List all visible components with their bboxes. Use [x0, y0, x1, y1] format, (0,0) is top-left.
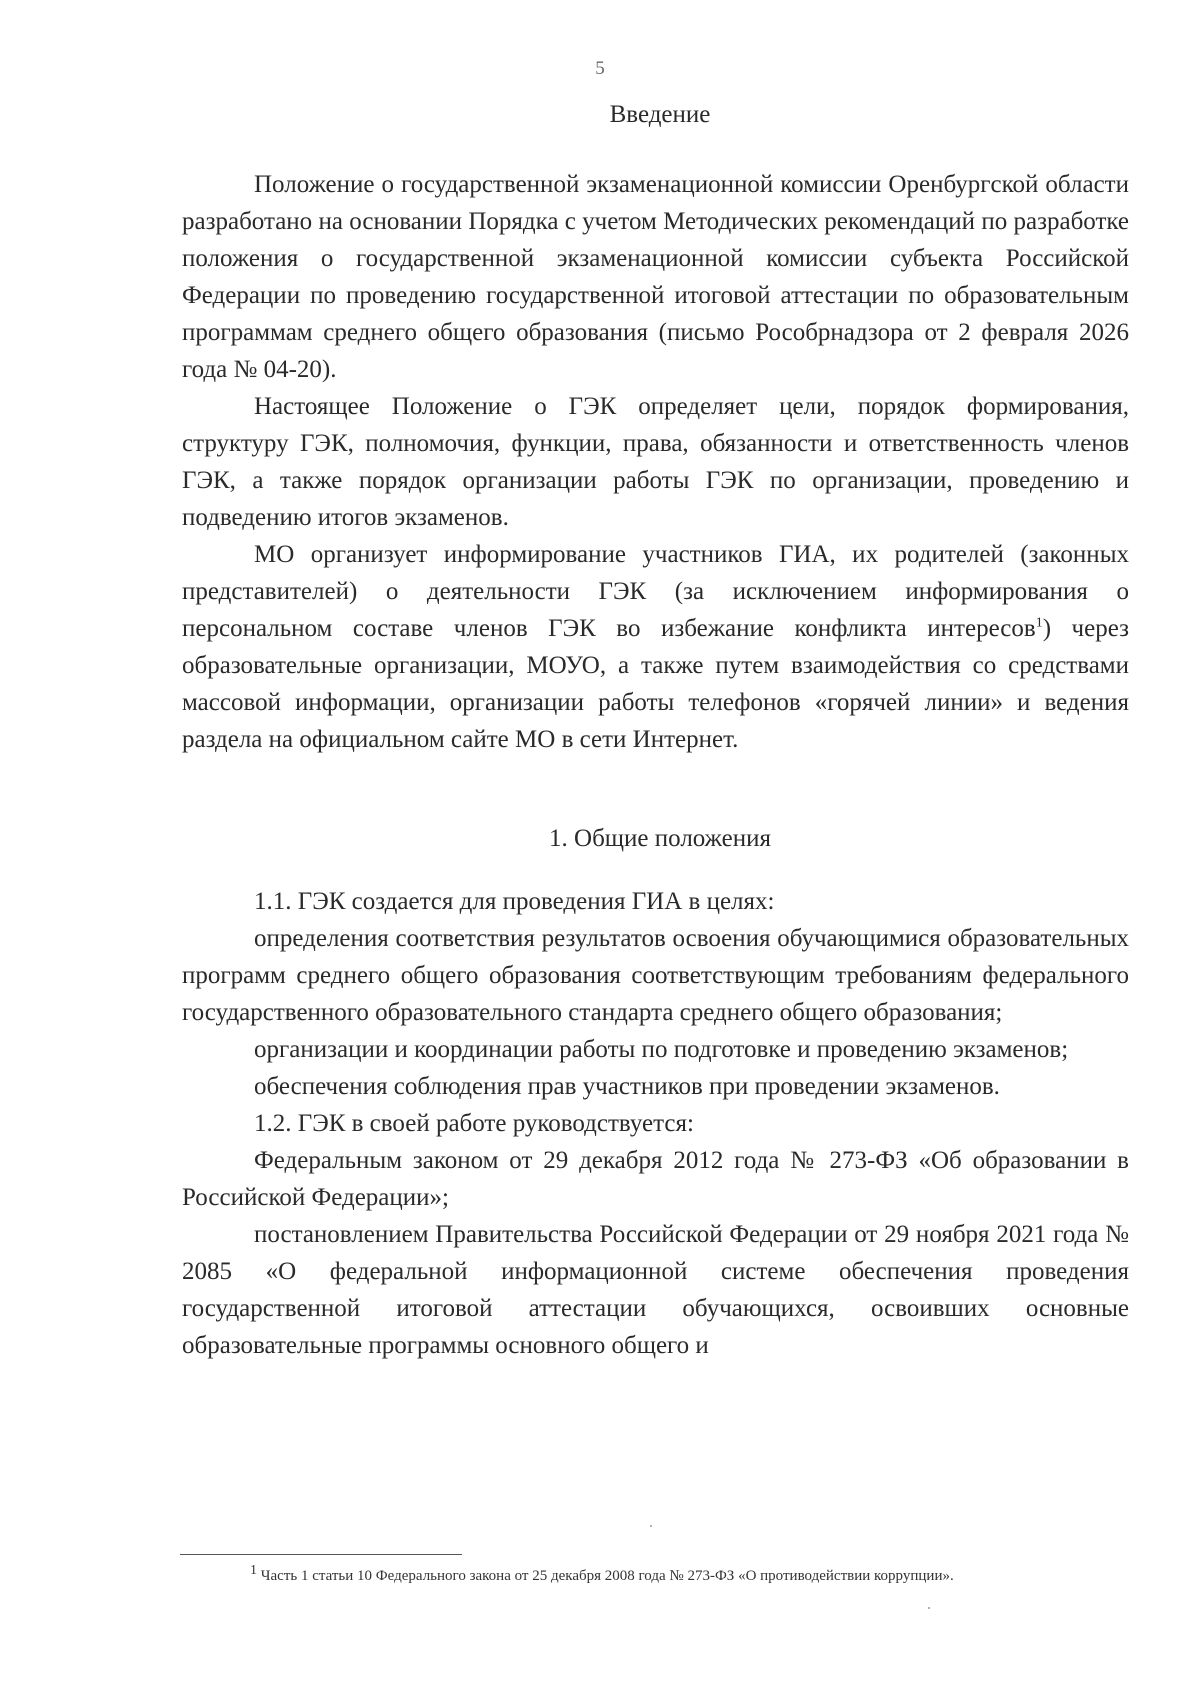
scan-speck: [650, 1525, 652, 1527]
section-1-paragraph: Федеральным законом от 29 декабря 2012 года № 273-ФЗ «Об образовании в Российской Федерации»;: [182, 1147, 1129, 1211]
footnote: [180, 1565, 1130, 1588]
section-1-paragraph: организации и координации работы по подготовке и проведению экзаменов;: [254, 1036, 1069, 1063]
footnote-separator: [180, 1554, 462, 1555]
section-1-paragraph: постановлением Правительства Российской Федерации от 29 ноября 2021 года № 2085 «О федеральной информационной системе обеспечения проведения государственной итоговой аттестации обучающихся, освоивших основные образовательные программы основного общего и: [182, 1221, 1129, 1359]
page-number: 5: [595, 58, 605, 79]
intro-text: [182, 166, 1129, 758]
intro-paragraph-3-start: МО организует информирование участников ГИА, их родителей (законных представителей) о деятельности ГЭК (за исключением информирования о персональном составе членов ГЭК во избежание конфликта интересов: [182, 541, 1129, 642]
footnote-marker: 1: [250, 1563, 257, 1578]
intro-paragraph-1: Положение о государственной экзаменационной комиссии Оренбургской области разработано на основании Порядка с учетом Методических рекомендаций по разработке положения о государственной экзаменационной комиссии субъекта Российской Федерации по проведению государственной итоговой аттестации по образовательным программам среднего общего образования (письмо Рособрнадзора от 2 февраля 2026 года № 04-20).: [182, 171, 1129, 383]
intro-paragraph-3: [182, 536, 1129, 758]
section-1-paragraph: определения соответствия результатов освоения обучающимися образовательных программ среднего общего образования соответствующим требованиям федерального государственного образовательного стандарта среднего общего образования;: [182, 925, 1129, 1026]
footnote-text: Часть 1 статьи 10 Федерального закона от 25 декабря 2008 года № 273-ФЗ «О противодействии коррупции».: [257, 1568, 954, 1584]
scan-speck: [928, 1607, 930, 1609]
intro-paragraph-3-end: ) через образовательные организации, МОУО, а также путем взаимодействия со средствами массовой информации, организации работы телефонов «горячей линии» и ведения раздела на официальном сайте МО в сети Интернет.: [182, 615, 1129, 753]
section-1-paragraph: 1.1. ГЭК создается для проведения ГИА в целях:: [254, 888, 775, 915]
section-1-heading: 1. Общие положения: [549, 825, 771, 852]
section-1-paragraph: 1.2. ГЭК в своей работе руководствуется:: [254, 1110, 694, 1137]
intro-paragraph-2: Настоящее Положение о ГЭК определяет цели, порядок формирования, структуру ГЭК, полномочия, функции, права, обязанности и ответственность членов ГЭК, а также порядок организации работы ГЭК по организации, проведению и подведению итогов экзаменов.: [182, 393, 1129, 531]
intro-heading: Введение: [609, 101, 711, 128]
section-1-text: [182, 883, 1129, 1364]
footnote-reference: 1: [1035, 615, 1043, 631]
section-1-paragraph: обеспечения соблюдения прав участников при проведении экзаменов.: [254, 1073, 1000, 1100]
